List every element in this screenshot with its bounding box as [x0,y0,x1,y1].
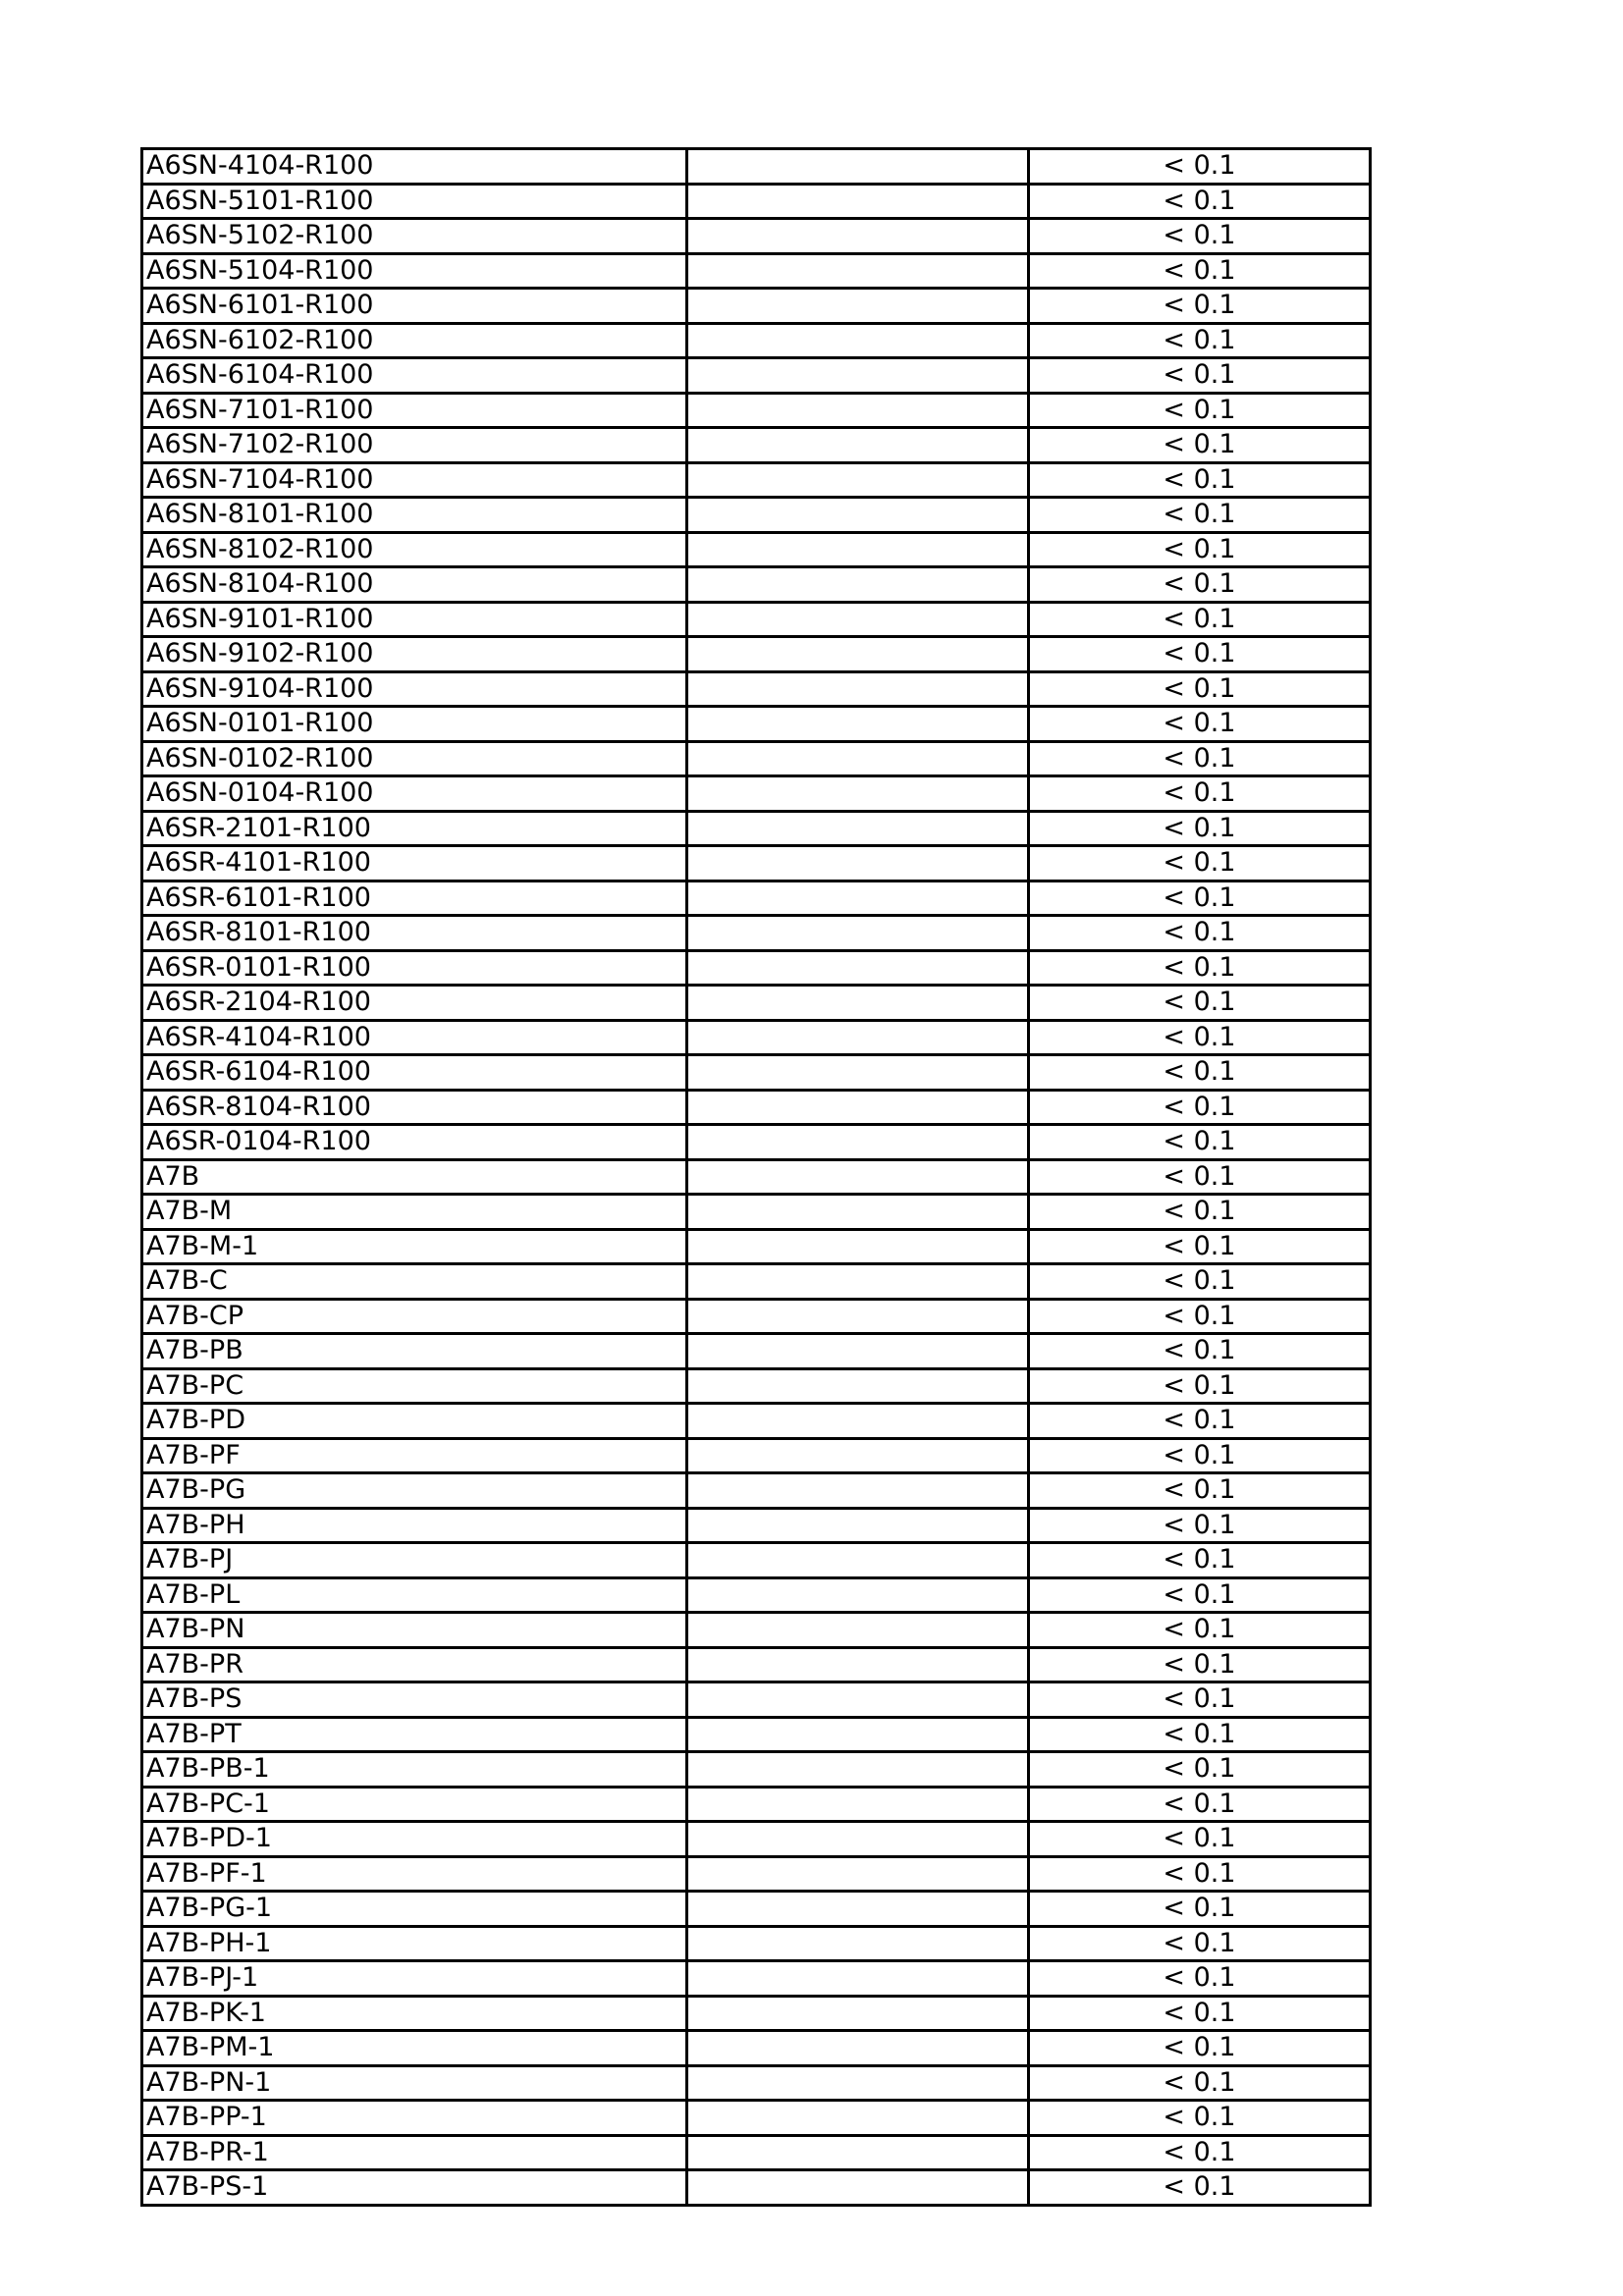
value-cell: < 0.1 [1029,1299,1371,1334]
part-code-cell: A6SN-8104-R100 [142,567,687,603]
part-code-cell: A7B-C [142,1264,687,1300]
table-row [142,637,1371,672]
empty-cell [687,1125,1029,1160]
part-code-cell: A7B-M [142,1195,687,1230]
table-row [142,1195,1371,1230]
part-code-cell: A7B-PC-1 [142,1787,687,1822]
part-code-cell: A6SN-5102-R100 [142,219,687,254]
table-row [142,671,1371,707]
value-cell: < 0.1 [1029,1473,1371,1509]
empty-cell [687,1752,1029,1788]
table-row [142,2101,1371,2136]
part-code-cell: A6SN-7104-R100 [142,462,687,498]
empty-cell [687,1299,1029,1334]
table-row [142,1856,1371,1892]
table-row [142,846,1371,881]
table-row [142,428,1371,463]
table-row [142,1229,1371,1264]
empty-cell [687,1055,1029,1091]
empty-cell [687,462,1029,498]
value-cell: < 0.1 [1029,1195,1371,1230]
table-row [142,602,1371,637]
part-code-cell: A7B-PJ-1 [142,1961,687,1997]
empty-cell [687,1892,1029,1927]
part-code-cell: A6SR-4101-R100 [142,846,687,881]
empty-cell [687,1368,1029,1404]
part-code-cell: A6SN-0104-R100 [142,776,687,812]
empty-cell [687,2170,1029,2206]
empty-cell [687,219,1029,254]
value-cell: < 0.1 [1029,707,1371,742]
part-code-cell: A6SR-8104-R100 [142,1090,687,1125]
table-body [142,149,1371,2206]
table-row [142,1613,1371,1648]
value-cell: < 0.1 [1029,1055,1371,1091]
empty-cell [687,1473,1029,1509]
table-row [142,2135,1371,2170]
value-cell: < 0.1 [1029,671,1371,707]
value-cell: < 0.1 [1029,149,1371,185]
value-cell: < 0.1 [1029,1856,1371,1892]
empty-cell [687,253,1029,289]
table-row [142,1020,1371,1055]
value-cell: < 0.1 [1029,1159,1371,1195]
value-cell: < 0.1 [1029,1647,1371,1682]
part-code-cell: A7B-PN-1 [142,2065,687,2101]
table-row [142,2031,1371,2066]
table-row [142,1159,1371,1195]
empty-cell [687,1264,1029,1300]
value-cell: < 0.1 [1029,916,1371,951]
table-row [142,1090,1371,1125]
part-code-cell: A7B-PM-1 [142,2031,687,2066]
part-code-cell: A7B-PG-1 [142,1892,687,1927]
table-row [142,532,1371,567]
table-row [142,1961,1371,1997]
part-code-cell: A6SR-0104-R100 [142,1125,687,1160]
table-row [142,1787,1371,1822]
table-row [142,1752,1371,1788]
table-row [142,253,1371,289]
empty-cell [687,1334,1029,1369]
table-row [142,986,1371,1021]
table-row [142,1055,1371,1091]
part-code-cell: A6SN-5104-R100 [142,253,687,289]
value-cell: < 0.1 [1029,881,1371,916]
table-row [142,149,1371,185]
empty-cell [687,637,1029,672]
part-code-cell: A6SN-9101-R100 [142,602,687,637]
empty-cell [687,811,1029,846]
table-row [142,1926,1371,1961]
table-row [142,1508,1371,1543]
empty-cell [687,567,1029,603]
empty-cell [687,741,1029,776]
table-row [142,776,1371,812]
part-code-cell: A6SN-8101-R100 [142,498,687,533]
empty-cell [687,1682,1029,1718]
empty-cell [687,1159,1029,1195]
value-cell: < 0.1 [1029,1682,1371,1718]
part-code-cell: A7B [142,1159,687,1195]
value-cell: < 0.1 [1029,1577,1371,1613]
empty-cell [687,1020,1029,1055]
part-code-cell: A6SN-6101-R100 [142,289,687,324]
value-cell: < 0.1 [1029,2101,1371,2136]
part-code-cell: A7B-PJ [142,1543,687,1578]
table-row [142,916,1371,951]
part-code-cell: A6SR-4104-R100 [142,1020,687,1055]
value-cell: < 0.1 [1029,2135,1371,2170]
value-cell: < 0.1 [1029,1961,1371,1997]
value-cell: < 0.1 [1029,1334,1371,1369]
table-row [142,1543,1371,1578]
part-code-cell: A7B-PS [142,1682,687,1718]
empty-cell [687,881,1029,916]
empty-cell [687,1577,1029,1613]
table-row [142,881,1371,916]
empty-cell [687,1996,1029,2031]
empty-cell [687,2135,1029,2170]
part-code-cell: A6SN-9102-R100 [142,637,687,672]
empty-cell [687,602,1029,637]
part-code-cell: A6SN-8102-R100 [142,532,687,567]
part-code-cell: A7B-PD [142,1404,687,1439]
empty-cell [687,498,1029,533]
empty-cell [687,846,1029,881]
part-code-cell: A7B-PF-1 [142,1856,687,1892]
value-cell: < 0.1 [1029,1926,1371,1961]
value-cell: < 0.1 [1029,1020,1371,1055]
part-code-cell: A7B-PG [142,1473,687,1509]
empty-cell [687,323,1029,358]
part-code-cell: A6SN-4104-R100 [142,149,687,185]
empty-cell [687,184,1029,219]
empty-cell [687,2031,1029,2066]
empty-cell [687,916,1029,951]
part-code-cell: A7B-PD-1 [142,1822,687,1857]
part-code-cell: A6SN-5101-R100 [142,184,687,219]
part-code-cell: A7B-PT [142,1717,687,1752]
table-row [142,567,1371,603]
table-row [142,1822,1371,1857]
value-cell: < 0.1 [1029,2031,1371,2066]
value-cell: < 0.1 [1029,184,1371,219]
part-code-cell: A6SR-6101-R100 [142,881,687,916]
table-row [142,1438,1371,1473]
empty-cell [687,707,1029,742]
value-cell: < 0.1 [1029,567,1371,603]
part-code-cell: A7B-PK-1 [142,1996,687,2031]
part-code-cell: A7B-PC [142,1368,687,1404]
empty-cell [687,1856,1029,1892]
value-cell: < 0.1 [1029,637,1371,672]
value-cell: < 0.1 [1029,428,1371,463]
data-table [140,147,1372,2207]
table-row [142,323,1371,358]
table-row [142,393,1371,428]
value-cell: < 0.1 [1029,1229,1371,1264]
value-cell: < 0.1 [1029,462,1371,498]
table-row [142,1577,1371,1613]
empty-cell [687,358,1029,394]
value-cell: < 0.1 [1029,811,1371,846]
table-row [142,289,1371,324]
empty-cell [687,428,1029,463]
value-cell: < 0.1 [1029,498,1371,533]
table-row [142,1892,1371,1927]
empty-cell [687,393,1029,428]
value-cell: < 0.1 [1029,1368,1371,1404]
part-code-cell: A6SN-6102-R100 [142,323,687,358]
value-cell: < 0.1 [1029,776,1371,812]
empty-cell [687,149,1029,185]
part-code-cell: A7B-PR-1 [142,2135,687,2170]
table-row [142,811,1371,846]
table-row [142,219,1371,254]
empty-cell [687,776,1029,812]
empty-cell [687,986,1029,1021]
empty-cell [687,1613,1029,1648]
empty-cell [687,1195,1029,1230]
part-code-cell: A6SN-0101-R100 [142,707,687,742]
empty-cell [687,532,1029,567]
empty-cell [687,1508,1029,1543]
empty-cell [687,1787,1029,1822]
value-cell: < 0.1 [1029,602,1371,637]
empty-cell [687,1961,1029,1997]
empty-cell [687,1647,1029,1682]
value-cell: < 0.1 [1029,986,1371,1021]
part-code-cell: A6SN-7101-R100 [142,393,687,428]
part-code-cell: A7B-PB [142,1334,687,1369]
value-cell: < 0.1 [1029,1543,1371,1578]
table-row [142,1264,1371,1300]
empty-cell [687,1717,1029,1752]
table-row [142,2170,1371,2206]
empty-cell [687,950,1029,986]
part-code-cell: A6SR-8101-R100 [142,916,687,951]
empty-cell [687,1543,1029,1578]
value-cell: < 0.1 [1029,1090,1371,1125]
table-row [142,1404,1371,1439]
part-code-cell: A6SR-0101-R100 [142,950,687,986]
value-cell: < 0.1 [1029,289,1371,324]
table-row [142,741,1371,776]
empty-cell [687,1090,1029,1125]
empty-cell [687,1404,1029,1439]
empty-cell [687,1822,1029,1857]
part-code-cell: A6SN-0102-R100 [142,741,687,776]
part-code-cell: A6SN-7102-R100 [142,428,687,463]
value-cell: < 0.1 [1029,1438,1371,1473]
value-cell: < 0.1 [1029,532,1371,567]
value-cell: < 0.1 [1029,1613,1371,1648]
part-code-cell: A6SN-6104-R100 [142,358,687,394]
value-cell: < 0.1 [1029,253,1371,289]
table-row [142,184,1371,219]
table-row [142,1368,1371,1404]
part-code-cell: A7B-CP [142,1299,687,1334]
empty-cell [687,1229,1029,1264]
empty-cell [687,2101,1029,2136]
table-row [142,1996,1371,2031]
table-row [142,1473,1371,1509]
empty-cell [687,1926,1029,1961]
table-row [142,1647,1371,1682]
part-code-cell: A7B-PS-1 [142,2170,687,2206]
value-cell: < 0.1 [1029,1404,1371,1439]
part-code-cell: A7B-PN [142,1613,687,1648]
table-row [142,2065,1371,2101]
value-cell: < 0.1 [1029,2065,1371,2101]
value-cell: < 0.1 [1029,1125,1371,1160]
value-cell: < 0.1 [1029,1752,1371,1788]
value-cell: < 0.1 [1029,358,1371,394]
part-code-cell: A6SR-6104-R100 [142,1055,687,1091]
value-cell: < 0.1 [1029,323,1371,358]
value-cell: < 0.1 [1029,1892,1371,1927]
table-row [142,1334,1371,1369]
part-code-cell: A7B-PH [142,1508,687,1543]
table-row [142,462,1371,498]
value-cell: < 0.1 [1029,393,1371,428]
empty-cell [687,289,1029,324]
table-row [142,1682,1371,1718]
value-cell: < 0.1 [1029,846,1371,881]
part-code-cell: A7B-PB-1 [142,1752,687,1788]
value-cell: < 0.1 [1029,1717,1371,1752]
table-row [142,1125,1371,1160]
part-code-cell: A6SR-2104-R100 [142,986,687,1021]
part-code-cell: A7B-PR [142,1647,687,1682]
value-cell: < 0.1 [1029,219,1371,254]
table-row [142,498,1371,533]
value-cell: < 0.1 [1029,2170,1371,2206]
table-row [142,707,1371,742]
empty-cell [687,671,1029,707]
table-row [142,1299,1371,1334]
part-code-cell: A6SR-2101-R100 [142,811,687,846]
value-cell: < 0.1 [1029,1508,1371,1543]
table-row [142,358,1371,394]
part-code-cell: A6SN-9104-R100 [142,671,687,707]
value-cell: < 0.1 [1029,741,1371,776]
value-cell: < 0.1 [1029,1996,1371,2031]
part-code-cell: A7B-PL [142,1577,687,1613]
part-code-cell: A7B-M-1 [142,1229,687,1264]
part-code-cell: A7B-PH-1 [142,1926,687,1961]
part-code-cell: A7B-PP-1 [142,2101,687,2136]
value-cell: < 0.1 [1029,1787,1371,1822]
value-cell: < 0.1 [1029,950,1371,986]
value-cell: < 0.1 [1029,1264,1371,1300]
empty-cell [687,2065,1029,2101]
value-cell: < 0.1 [1029,1822,1371,1857]
table-row [142,1717,1371,1752]
part-code-cell: A7B-PF [142,1438,687,1473]
empty-cell [687,1438,1029,1473]
table-row [142,950,1371,986]
